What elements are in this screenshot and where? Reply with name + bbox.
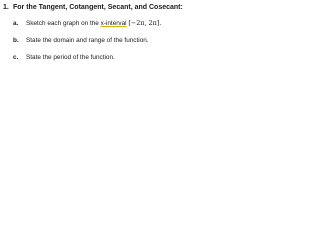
part-letter: b.: [13, 37, 19, 44]
part-c: [13, 54, 115, 62]
x-interval-term: x-interval: [100, 20, 127, 27]
part-a: [13, 19, 161, 28]
question-text: For the Tangent, Cotangent, Secant, and Cosecant:: [13, 4, 183, 11]
part-c-text: State the period of the function.: [26, 54, 115, 61]
part-b: [13, 37, 149, 45]
part-letter: a.: [13, 20, 19, 27]
part-a-text-before: Sketch each graph on the: [26, 20, 101, 27]
question-1: [3, 3, 183, 12]
worksheet-page: [0, 0, 200, 71]
interval-expression: [−2π, 2π].: [128, 19, 162, 27]
question-number: 1.: [3, 4, 9, 11]
part-b-text: State the domain and range of the function.: [26, 37, 149, 44]
part-letter: c.: [13, 54, 19, 61]
